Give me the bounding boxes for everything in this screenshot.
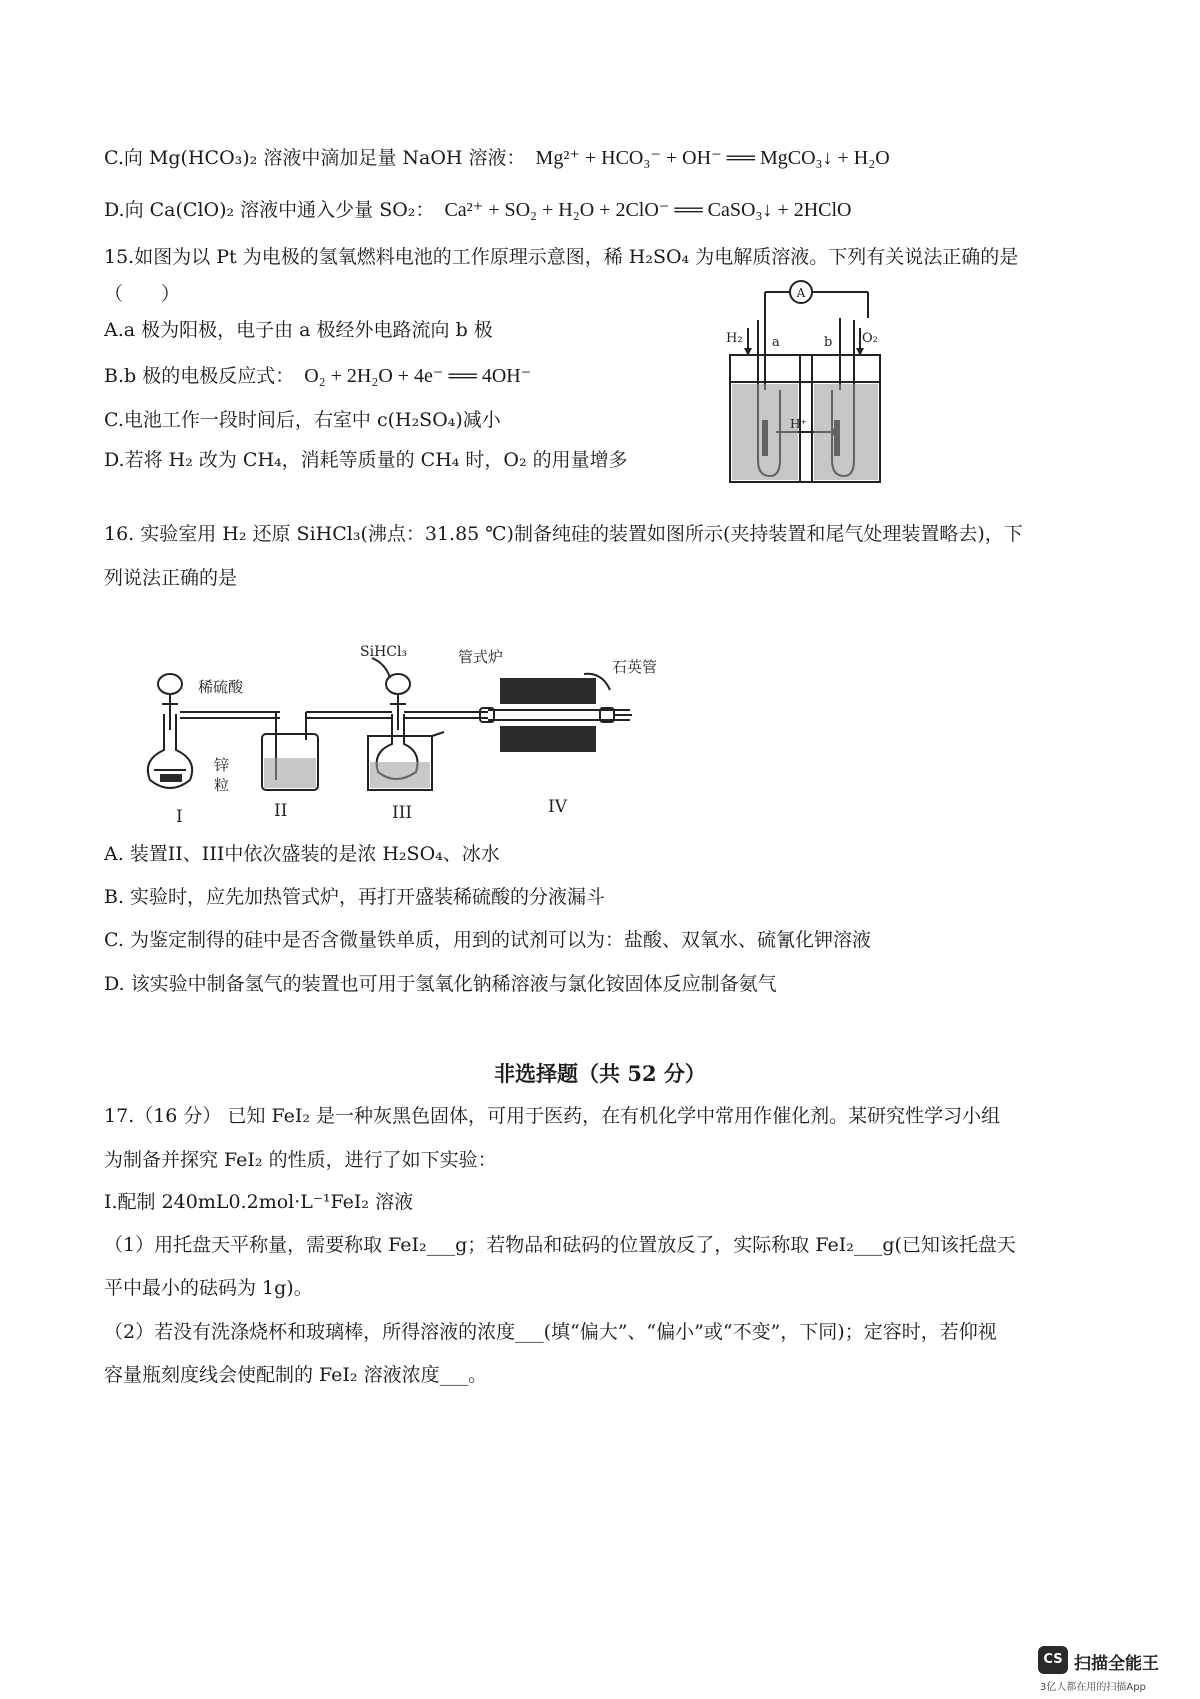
q17-stem-line2: 为制备并探究 FeI₂ 的性质，进行了如下实验： (104, 1149, 497, 1171)
q14-d-equation: Ca²⁺ + SO₂ + H₂O + 2ClO⁻ ══ CaSO₃↓ + 2HClO (444, 199, 852, 221)
h2-inlet-label: H₂ (726, 331, 743, 346)
q16-option-b: B. 实验时，应先加热管式炉，再打开盛装稀硫酸的分液漏斗 (104, 886, 606, 908)
furnace-label: 管式炉 (458, 648, 504, 666)
scanner-logo-icon: CS (1038, 1646, 1068, 1674)
fuel-cell-diagram (720, 280, 890, 490)
zinc-label-1: 锌 (214, 756, 230, 774)
scanner-tagline: 3亿人都在用的扫描App (1040, 1682, 1146, 1693)
q17-sub2-line2: 容量瓶刻度线会使配制的 FeI₂ 溶液浓度___。 (104, 1364, 488, 1386)
zinc-label-2: 粒 (214, 776, 230, 794)
scanner-watermark (1038, 1644, 1188, 1693)
q16-stem-line2: 列说法正确的是 (104, 567, 238, 589)
q17-sub1-line1: （1）用托盘天平称量，需要称取 FeI₂___g；若物品和砝码的位置放反了，实际称取 FeI₂___g(已知该托盘天 (104, 1234, 1016, 1256)
q16-option-c: C. 为鉴定制得的硅中是否含微量铁单质，用到的试剂可以为：盐酸、双氧水、硫氰化钾溶液 (104, 929, 871, 951)
o2-inlet-label: O₂ (862, 331, 878, 346)
q15-stem: 15.如图为以 Pt 为电极的氢氧燃料电池的工作原理示意图，稀 H₂SO₄ 为电解质溶液。下列有关说法正确的是 (104, 246, 1019, 268)
hplus-label: H⁺ (790, 417, 807, 431)
q17-stem-line1: 17.（16 分） 已知 FeI₂ 是一种灰黑色固体，可用于医药，在有机化学中常用作催化剂。某研究性学习小组 (104, 1105, 1001, 1127)
q15-option-c: C.电池工作一段时间后，右室中 c(H₂SO₄)减小 (104, 409, 501, 431)
section-title: 非选择题（共 52 分） (494, 1061, 706, 1086)
q15-option-b (104, 364, 531, 388)
q15-option-a: A.a 极为阳极，电子由 a 极经外电路流向 b 极 (104, 319, 493, 341)
q14-d-text: D.向 Ca(ClO)₂ 溶液中通入少量 SO₂： (104, 199, 435, 221)
electrode-b-label: b (824, 335, 833, 350)
q17-sub1-line2: 平中最小的砝码为 1g)。 (104, 1277, 313, 1299)
ammeter-label: A (796, 286, 806, 300)
apparatus-diagram (140, 640, 660, 830)
apparatus-label-4: IV (548, 797, 567, 817)
q14-c-text: C.向 Mg(HCO₃)₂ 溶液中滴加足量 NaOH 溶液： (104, 147, 526, 169)
q14-c-equation: Mg²⁺ + HCO₃⁻ + OH⁻ ══ MgCO₃↓ + H₂O (535, 147, 890, 169)
apparatus-label-2: II (274, 801, 288, 821)
dilute-acid-label: 稀硫酸 (198, 678, 244, 696)
q16-option-a: A. 装置II、III中依次盛装的是浓 H₂SO₄、冰水 (104, 843, 500, 865)
apparatus-label-3: III (392, 803, 413, 823)
q17-part1-heading: I.配制 240mL0.2mol·L⁻¹FeI₂ 溶液 (104, 1191, 414, 1213)
q15-option-d: D.若将 H₂ 改为 CH₄，消耗等质量的 CH₄ 时，O₂ 的用量增多 (104, 449, 628, 471)
electrode-a-label: a (772, 335, 780, 350)
q16-stem-line1: 16. 实验室用 H₂ 还原 SiHCl₃(沸点：31.85 ℃)制备纯硅的装置如图所示(夹持装置和尾气处理装置略去)，下 (104, 523, 1023, 545)
q14-option-d (104, 198, 852, 222)
sihcl3-label: SiHCl₃ (360, 644, 408, 660)
q15-answer-paren: （ ） (104, 283, 181, 305)
q16-option-d: D. 该实验中制备氢气的装置也可用于氢氧化钠稀溶液与氯化铵固体反应制备氨气 (104, 973, 777, 995)
q17-sub2-line1: （2）若没有洗涤烧杯和玻璃棒，所得溶液的浓度___(填“偏大”、“偏小”或“不变”，下同)；定容时，若仰视 (104, 1321, 997, 1343)
q15-b-text: B.b 极的电极反应式： (104, 365, 295, 387)
quartz-tube-label: 石英管 (612, 658, 658, 676)
q14-option-c (104, 146, 890, 170)
scanner-app-name: 扫描全能王 (1074, 1654, 1159, 1674)
q15-b-equation: O₂ + 2H₂O + 4e⁻ ══ 4OH⁻ (304, 365, 532, 387)
apparatus-label-1: I (176, 807, 183, 827)
